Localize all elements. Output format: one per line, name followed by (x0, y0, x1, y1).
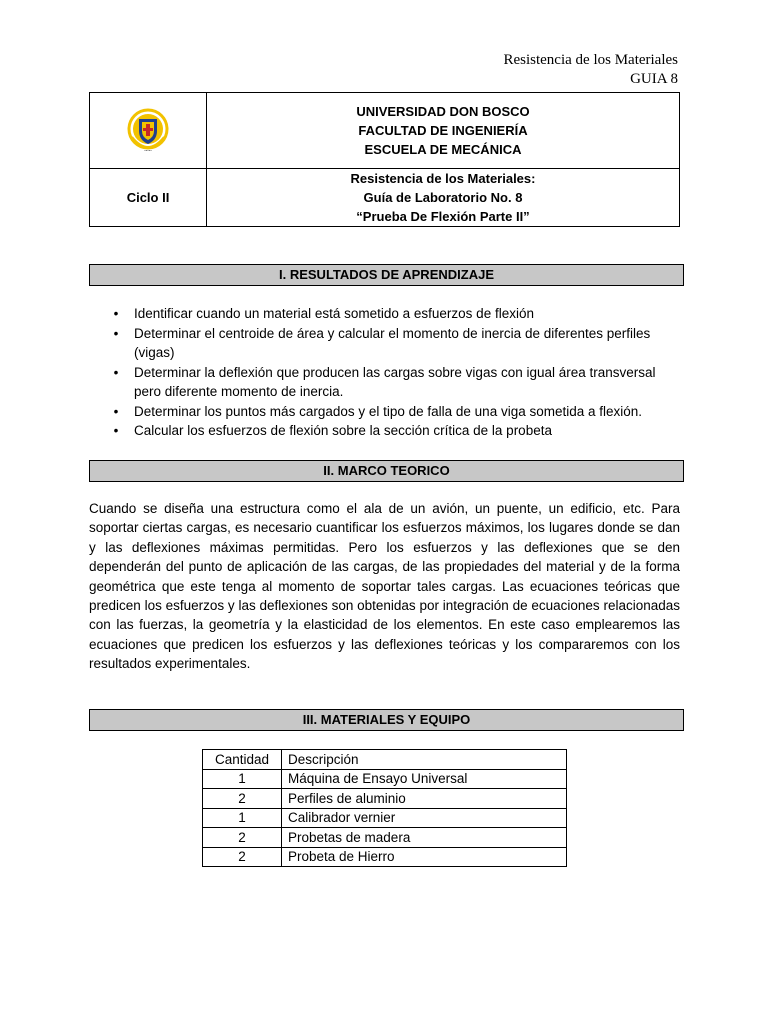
cycle-cell: Ciclo II (90, 169, 207, 227)
list-item-text: Determinar la deflexión que producen las cargas sobre vigas con igual área transversal pero diferente momento de inercia. (134, 364, 656, 399)
table-row (203, 789, 567, 809)
column-header-description: Descripción (282, 750, 567, 770)
course-cell (207, 169, 680, 227)
list-item-text: Calcular los esfuerzos de flexión sobre la sección crítica de la probeta (134, 423, 552, 438)
table-row (203, 769, 567, 789)
header-guide-number: GUIA 8 (630, 71, 678, 87)
bullet-icon: • (113, 423, 119, 438)
course-subject: Resistencia de los Materiales: (350, 171, 536, 186)
section-heading-theory: II. MARCO TEORICO (89, 460, 684, 482)
section-heading-learning-outcomes: I. RESULTADOS DE APRENDIZAJE (89, 264, 684, 286)
svg-text:·····: ····· (144, 147, 152, 153)
theory-paragraph: Cuando se diseña una estructura como el ala de un avión, un puente, un edificio, etc. Para soportar ciertas cargas, es necesario cuantificar los esfuerzos máximos, los lugares donde se dan y las deflexiones máximas permitidas. Pero los esfuerzos y las deflexiones que se den dependerán del punto de aplicación de las cargas, de las propiedades del material y de la forma geométrica que este tenga al momento de soportar tales cargas. Las ecuaciones teóricas que predicen los esfuerzos y las deflexiones son obtenidas por integración de ecuaciones relacionadas con las fuerzas, la geometría y la elasticidad de los elementos. En este caso emplearemos las ecuaciones que predicen los esfuerzos y las deflexiones teóricas y los compararemos con los resultados experimentales. (89, 501, 680, 672)
description-cell: Máquina de Ensayo Universal (282, 769, 567, 789)
title-block (89, 92, 680, 227)
header-course-name: Resistencia de los Materiales (503, 52, 678, 68)
faculty-name: FACULTAD DE INGENIERÍA (358, 123, 528, 138)
bullet-icon: • (113, 325, 119, 341)
list-item-text: Determinar los puntos más cargados y el tipo de falla de una viga sometida a flexión. (134, 403, 643, 419)
quantity-cell: 2 (203, 847, 282, 867)
list-item (111, 363, 684, 402)
quantity-cell: 2 (203, 789, 282, 809)
section-heading-materials: III. MATERIALES Y EQUIPO (89, 709, 684, 731)
list-item (111, 402, 684, 422)
institution-cell (207, 93, 680, 169)
page-header (503, 51, 678, 89)
table-row (203, 808, 567, 828)
list-item (111, 304, 684, 324)
bullet-icon: • (113, 306, 119, 321)
learning-outcomes-list (111, 304, 684, 441)
school-name: ESCUELA DE MECÁNICA (364, 142, 522, 157)
logo-cell (90, 93, 207, 169)
lab-guide-number: Guía de Laboratorio No. 8 (363, 190, 523, 205)
description-cell: Perfiles de aluminio (282, 789, 567, 809)
list-item-text: Identificar cuando un material está sometido a esfuerzos de flexión (134, 306, 534, 321)
description-cell: Probeta de Hierro (282, 847, 567, 867)
table-row (203, 847, 567, 867)
quantity-cell: 1 (203, 808, 282, 828)
list-item-text: Determinar el centroide de área y calcular el momento de inercia de diferentes perfiles (vigas) (134, 325, 651, 360)
list-item (111, 421, 684, 441)
quantity-cell: 2 (203, 828, 282, 848)
table-row (203, 828, 567, 848)
university-seal-icon (126, 107, 170, 155)
equipment-table (202, 749, 567, 867)
description-cell: Calibrador vernier (282, 808, 567, 828)
table-header-row (203, 750, 567, 770)
bullet-icon: • (113, 403, 119, 419)
column-header-quantity: Cantidad (203, 750, 282, 770)
bullet-icon: • (113, 364, 119, 380)
university-name: UNIVERSIDAD DON BOSCO (356, 104, 530, 119)
quantity-cell: 1 (203, 769, 282, 789)
list-item (111, 324, 684, 363)
lab-title: “Prueba De Flexión Parte II” (356, 209, 530, 224)
description-cell: Probetas de madera (282, 828, 567, 848)
